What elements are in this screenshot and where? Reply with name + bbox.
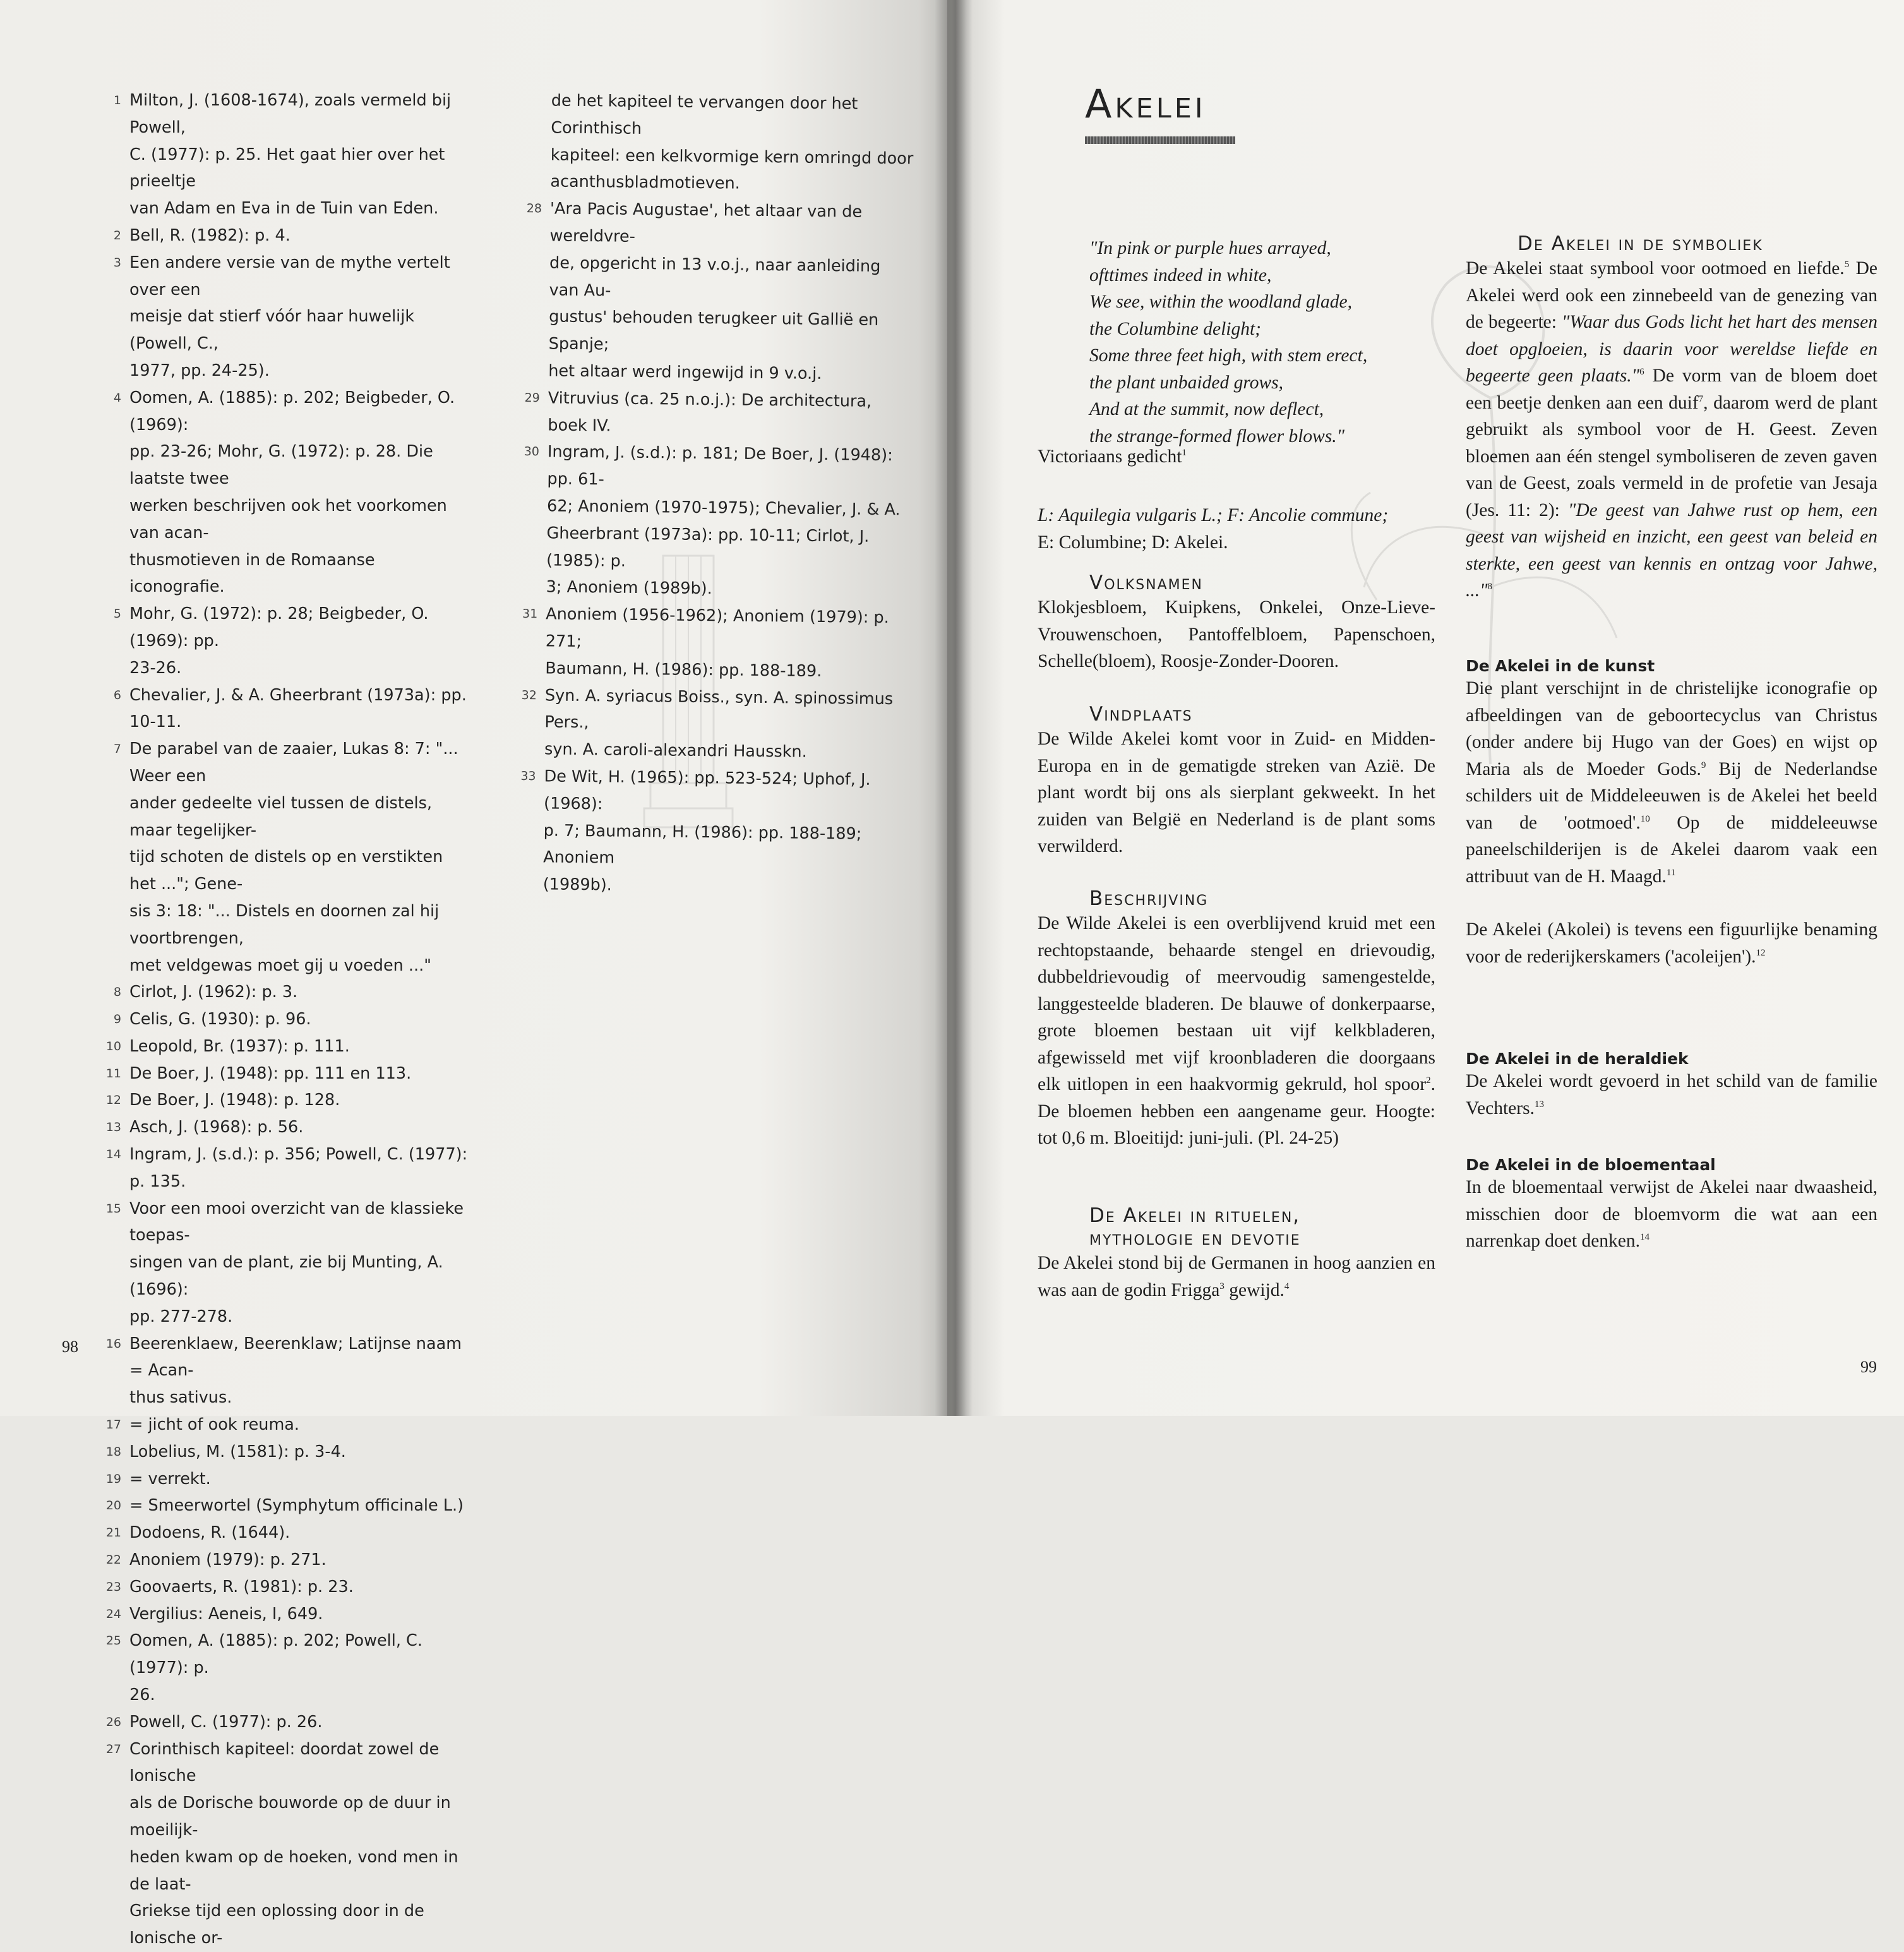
footnote-line: Beerenklaew, Beerenklaw; Latijnse naam = Acan- xyxy=(129,1331,474,1385)
symboliek-quote-a: "Waar dus Gods licht het hart des mensen doet opgloeien, is daarin voor wereldse liefde en begeerte geen plaats." xyxy=(1466,312,1877,386)
footnote-ref: 9 xyxy=(1701,760,1706,770)
footnote-item xyxy=(515,763,907,902)
footnote-number: 12 xyxy=(93,1087,121,1114)
footnote-line: als de Dorische bouworde op de duur in moeilijk- xyxy=(129,1790,474,1844)
poem-source-text: Victoriaans gedicht xyxy=(1038,446,1182,467)
footnote-line: de het kapiteel te vervangen door het Corinthisch xyxy=(551,87,914,145)
section-heading-rituelen-1: De Akelei in rituelen, xyxy=(1089,1204,1435,1227)
subheading-heraldiek: De Akelei in de heraldiek xyxy=(1466,1050,1877,1068)
footnote-item xyxy=(101,1547,474,1574)
symboliek-text xyxy=(1466,255,1877,604)
poem-line: Some three feet high, with stem erect, xyxy=(1089,342,1367,369)
section-volksnamen xyxy=(1038,572,1435,675)
footnote-item xyxy=(101,1195,474,1331)
footnote-number: 32 xyxy=(509,681,537,709)
rituelen-text-b: gewijd. xyxy=(1224,1280,1284,1300)
footnote-item xyxy=(101,1601,474,1628)
footnote-line: = verrekt. xyxy=(129,1466,474,1493)
footnote-item xyxy=(520,195,913,388)
footnote-item xyxy=(101,1331,474,1411)
footnote-number: 23 xyxy=(93,1574,121,1601)
footnote-ref: 6 xyxy=(1639,367,1644,377)
footnotes-column-1 xyxy=(101,87,474,1952)
poem-line: ofttimes indeed in white, xyxy=(1089,262,1367,289)
footnote-item xyxy=(101,736,474,979)
footnote-number: 4 xyxy=(93,385,121,412)
symboliek-text-b: De Akelei werd ook een zinnebeeld van de genezing van de begeerte: xyxy=(1466,258,1877,332)
page-title: Akelei xyxy=(1085,81,1206,127)
volksnamen-text: Klokjesbloem, Kuipkens, Onkelei, Onze-Lieve-Vrouwenschoen, Pantoffelbloem, Papenschoen, Schelle(bloem), Roosje-Zonder-Dooren. xyxy=(1038,594,1435,675)
footnote-line: met veldgewas moet gij u voeden ..." xyxy=(129,952,474,979)
footnote-line: van Adam en Eva in de Tuin van Eden. xyxy=(129,195,474,222)
footnote-number: 28 xyxy=(514,195,542,222)
footnote-line: pp. 23-26; Mohr, G. (1972): p. 28. Die laatste twee xyxy=(129,438,474,493)
footnote-number: 2 xyxy=(93,222,121,249)
footnote-line: werken beschrijven ook het voorkomen van acan- xyxy=(129,493,474,547)
footnote-item xyxy=(101,1709,474,1736)
page-number-right: 99 xyxy=(1860,1358,1877,1377)
footnote-line: Asch, J. (1968): p. 56. xyxy=(129,1114,474,1141)
poem-line: We see, within the woodland glade, xyxy=(1089,289,1367,316)
footnote-item xyxy=(516,681,908,767)
akolei-text-a: De Akelei (Akolei) is tevens een figuurlijke benaming voor de rederijkerskamers ('acoleijen'). xyxy=(1466,919,1877,967)
footnote-line: De Boer, J. (1948): p. 128. xyxy=(129,1087,474,1114)
footnote-number: 13 xyxy=(93,1114,121,1141)
footnote-item xyxy=(101,1519,474,1547)
footnote-line: Bell, R. (1982): p. 4. xyxy=(129,222,474,249)
footnote-line: Celis, G. (1930): p. 96. xyxy=(129,1006,474,1033)
footnote-number: 30 xyxy=(512,438,539,465)
footnote-ref: 2 xyxy=(1426,1075,1431,1086)
scientific-names-line-2: E: Columbine; D: Akelei. xyxy=(1038,529,1435,556)
footnote-line: het altaar werd ingewijd in 9 v.o.j. xyxy=(548,357,911,388)
footnote-number: 27 xyxy=(93,1736,121,1763)
poem-line: the strange-formed flower blows." xyxy=(1089,423,1367,450)
footnote-item xyxy=(101,1114,474,1141)
footnote-line: 62; Anoniem (1970-1975); Chevalier, J. & A. xyxy=(547,493,910,524)
symboliek-text-c: De vorm van de bloem doet een beetje denken aan een duif xyxy=(1466,366,1877,413)
footnote-line: syn. A. caroli-alexandri Hausskn. xyxy=(544,736,907,767)
footnote-line: Een andere versie van de mythe vertelt over een xyxy=(129,249,474,304)
footnote-number: 33 xyxy=(508,763,536,790)
footnote-ref: 5 xyxy=(1845,260,1850,270)
footnote-number: 5 xyxy=(93,601,121,628)
section-beschrijving xyxy=(1038,887,1435,1152)
footnote-item xyxy=(101,1492,474,1519)
footnote-number: 20 xyxy=(93,1492,121,1519)
footnote-line: pp. 277-278. xyxy=(129,1303,474,1331)
footnote-line: meisje dat stierf vóór haar huwelijk (Powell, C., xyxy=(129,303,474,357)
footnote-item xyxy=(522,87,914,200)
footnote-line: thusmotieven in de Romaanse iconografie. xyxy=(129,547,474,601)
poem-line: And at the summit, now deflect, xyxy=(1089,396,1367,423)
scientific-names-line-1 xyxy=(1038,502,1435,529)
footnote-item xyxy=(101,979,474,1006)
footnote-line: Chevalier, J. & A. Gheerbrant (1973a): pp. 10-11. xyxy=(129,682,474,736)
footnote-line: sis 3: 18: "... Distels en doornen zal hij voortbrengen, xyxy=(129,898,474,952)
footnote-number: 29 xyxy=(512,385,540,412)
footnote-ref: 7 xyxy=(1699,394,1704,404)
akolei-text xyxy=(1466,916,1877,970)
footnote-line: De Boer, J. (1948): pp. 111 en 113. xyxy=(129,1060,474,1087)
footnote-line: Griekse tijd een oplossing door in de Ionische or- xyxy=(129,1898,474,1952)
kunst-text-a: Die plant verschijnt in de christelijke iconografie op afbeeldingen van de geboortecyclus van Christus (onder andere bij Hugo van der Goes) en wijst op Maria als de Moeder Gods. xyxy=(1466,678,1877,779)
poem-line: the Columbine delight; xyxy=(1089,316,1367,343)
footnote-line: 23-26. xyxy=(129,655,474,682)
bloementaal-text xyxy=(1466,1174,1877,1255)
footnote-item xyxy=(519,385,911,443)
rituelen-text xyxy=(1038,1250,1435,1303)
footnote-line: heden kwam op de hoeken, vond men in de laat- xyxy=(129,1844,474,1898)
section-heading-volksnamen: Volksnamen xyxy=(1089,572,1435,594)
rituelen-text-a: De Akelei stond bij de Germanen in hoog aanzien en was aan de godin Frigga xyxy=(1038,1253,1435,1300)
footnote-line: 3; Anoniem (1989b). xyxy=(546,574,909,605)
page-number-left: 98 xyxy=(62,1338,78,1356)
epigraph-poem xyxy=(1089,235,1367,450)
footnote-number: 17 xyxy=(93,1411,121,1439)
footnote-line: Oomen, A. (1885): p. 202; Beigbeder, O. (1969): xyxy=(129,385,474,439)
footnote-ref: 10 xyxy=(1641,814,1650,824)
kunst-text xyxy=(1466,675,1877,890)
bloementaal-text-a: In de bloementaal verwijst de Akelei naar dwaasheid, misschien door de bloemvorm die wat aan een narrenkap doet denken. xyxy=(1466,1177,1877,1251)
footnote-number: 6 xyxy=(93,682,121,709)
footnote-item xyxy=(101,1141,474,1195)
names-block xyxy=(1038,502,1435,556)
beschrijving-text-b: . De bloemen hebben een aangename geur. Hoogte: tot 0,6 m. Bloeitijd: juni-juli. (Pl. 24-25) xyxy=(1038,1074,1435,1148)
section-kunst xyxy=(1466,657,1877,970)
footnote-item xyxy=(101,1439,474,1466)
footnote-item xyxy=(101,1411,474,1439)
poem-line: "In pink or purple hues arrayed, xyxy=(1089,235,1367,262)
footnote-item xyxy=(101,601,474,681)
footnotes-column-2 xyxy=(515,87,914,902)
left-page xyxy=(0,0,947,1416)
footnote-number: 25 xyxy=(93,1627,121,1655)
footnote-ref: 4 xyxy=(1284,1281,1290,1291)
footnote-item xyxy=(101,1627,474,1708)
title-underline-bar xyxy=(1085,136,1235,144)
footnote-number: 14 xyxy=(93,1141,121,1168)
footnote-line: Anoniem (1956-1962); Anoniem (1979): p. 271; xyxy=(546,601,909,659)
footnote-ref: 8 xyxy=(1488,582,1493,592)
footnote-number: 1 xyxy=(93,87,121,114)
footnote-line: Syn. A. syriacus Boiss., syn. A. spinossimus Pers., xyxy=(544,682,908,740)
footnote-item xyxy=(101,1033,474,1060)
subheading-kunst: De Akelei in de kunst xyxy=(1466,657,1877,675)
footnote-line: = jicht of ook reuma. xyxy=(129,1411,474,1439)
footnote-item xyxy=(517,601,909,686)
footnote-line: Vergilius: Aeneis, I, 649. xyxy=(129,1601,474,1628)
heraldiek-text xyxy=(1466,1068,1877,1122)
footnote-number: 24 xyxy=(93,1601,121,1628)
footnote-line: acanthusbladmotieven. xyxy=(550,169,913,200)
footnote-number: 9 xyxy=(93,1006,121,1033)
section-heraldiek xyxy=(1466,1050,1877,1122)
footnote-number: 7 xyxy=(93,736,121,763)
footnote-ref: 13 xyxy=(1535,1099,1544,1110)
footnote-number: 31 xyxy=(510,601,537,628)
beschrijving-text xyxy=(1038,910,1435,1152)
footnote-item xyxy=(101,1087,474,1114)
footnote-line: Powell, C. (1977): p. 26. xyxy=(129,1709,474,1736)
footnote-line: = Smeerwortel (Symphytum officinale L.) xyxy=(129,1492,474,1519)
footnote-number: 3 xyxy=(93,249,121,277)
footnote-line: Vitruvius (ca. 25 n.o.j.): De architectura, boek IV. xyxy=(548,385,911,443)
footnote-line: Ingram, J. (s.d.): p. 181; De Boer, J. (1948): pp. 61- xyxy=(547,439,911,497)
footnote-line: kapiteel: een kelkvormige kern omringd door xyxy=(551,141,914,172)
section-rituelen xyxy=(1038,1204,1435,1303)
footnote-line: Cirlot, J. (1962): p. 3. xyxy=(129,979,474,1006)
footnote-item xyxy=(101,682,474,736)
section-vindplaats xyxy=(1038,703,1435,860)
footnote-number: 18 xyxy=(93,1439,121,1466)
footnote-item xyxy=(101,222,474,249)
footnote-line: singen van de plant, zie bij Munting, A. (1696): xyxy=(129,1249,474,1303)
footnote-line: Oomen, A. (1885): p. 202; Powell, C. (1977): p. xyxy=(129,1627,474,1682)
footnote-line: Lobelius, M. (1581): p. 3-4. xyxy=(129,1439,474,1466)
symboliek-text-a: De Akelei staat symbool voor ootmoed en liefde. xyxy=(1466,258,1845,278)
heraldiek-text-a: De Akelei wordt gevoerd in het schild van de familie Vechters. xyxy=(1466,1071,1877,1118)
footnote-number: 26 xyxy=(93,1709,121,1736)
section-heading-rituelen-2: mythologie en devotie xyxy=(1089,1227,1435,1250)
section-heading-symboliek: De Akelei in de symboliek xyxy=(1518,232,1877,255)
footnote-number: 10 xyxy=(93,1033,121,1060)
footnote-line: Corinthisch kapiteel: doordat zowel de Ionische xyxy=(129,1736,474,1790)
footnote-ref: 12 xyxy=(1756,948,1765,958)
footnote-number: 21 xyxy=(93,1519,121,1547)
footnote-line: Milton, J. (1608-1674), zoals vermeld bij Powell, xyxy=(129,87,474,141)
footnote-line: Ingram, J. (s.d.): p. 356; Powell, C. (1977): p. 135. xyxy=(129,1141,474,1195)
poem-line: the plant unbaided grows, xyxy=(1089,369,1367,397)
footnote-line: Mohr, G. (1972): p. 28; Beigbeder, O. (1969): pp. xyxy=(129,601,474,655)
footnote-number: 22 xyxy=(93,1547,121,1574)
footnote-item xyxy=(101,385,474,601)
footnote-line: Dodoens, R. (1644). xyxy=(129,1519,474,1547)
footnote-line: De Wit, H. (1965): pp. 523-524; Uphof, J. (1968): xyxy=(544,763,907,821)
footnote-line: gustus' behouden terugkeer uit Gallië en Spanje; xyxy=(549,304,913,362)
footnote-line: 'Ara Pacis Augustae', het altaar van de wereldvre- xyxy=(549,196,913,254)
footnote-item xyxy=(101,249,474,385)
footnote-line: C. (1977): p. 25. Het gaat hier over het prieeltje xyxy=(129,141,474,196)
footnote-item xyxy=(101,87,474,222)
footnote-line: Anoniem (1979): p. 271. xyxy=(129,1547,474,1574)
right-page xyxy=(947,0,1904,1416)
footnote-line: Voor een mooi overzicht van de klassieke toepas- xyxy=(129,1195,474,1250)
footnote-line: ander gedeelte viel tussen de distels, maar tegelijker- xyxy=(129,790,474,844)
footnote-ref: 11 xyxy=(1667,868,1675,878)
kunst-text-c: Op de middeleeuwse paneelschilderijen is de Akelei daarom vaak een attribuut van de H. Maagd. xyxy=(1466,813,1877,887)
section-heading-vindplaats: Vindplaats xyxy=(1089,703,1435,726)
footnote-line: thus sativus. xyxy=(129,1384,474,1411)
latin-name: L: Aquilegia vulgaris L.; F: Ancolie commune; xyxy=(1038,505,1388,525)
section-bloementaal xyxy=(1466,1156,1877,1255)
footnote-line: De parabel van de zaaier, Lukas 8: 7: "... Weer een xyxy=(129,736,474,790)
footnote-item xyxy=(101,1006,474,1033)
subheading-bloementaal: De Akelei in de bloementaal xyxy=(1466,1156,1877,1174)
footnote-line: Leopold, Br. (1937): p. 111. xyxy=(129,1033,474,1060)
symboliek-quote-b: "De geest van Jahwe rust op hem, een geest van wijsheid en inzicht, een geest van beleid en sterkte, een geest van kennis en ontzag voor Jahwe, ..." xyxy=(1466,500,1877,601)
footnote-ref: 1 xyxy=(1182,448,1187,458)
footnote-line: p. 7; Baumann, H. (1986): pp. 188-189; Anoniem xyxy=(543,817,907,875)
footnote-item xyxy=(101,1466,474,1493)
footnote-number: 15 xyxy=(93,1195,121,1223)
footnote-line: Gheerbrant (1973a): pp. 10-11; Cirlot, J. (1985): p. xyxy=(546,520,910,578)
kunst-text-b: Bij de Nederlandse schilders uit de Middeleeuwen is de Akelei het beeld van de 'ootmoed'. xyxy=(1466,759,1877,833)
footnote-number: 11 xyxy=(93,1060,121,1087)
poem-source xyxy=(1038,446,1187,467)
footnote-line: (1989b). xyxy=(543,871,906,902)
symboliek-text-d: , daarom werd de plant gebruikt als symbool voor de H. Geest. Zeven bloemen aan één stengel symboliseren de zeven gaven van de Geest, zoals vermeld in de profetie van Jesaja (Jes. 11: 2): xyxy=(1466,393,1877,520)
footnote-item xyxy=(101,1574,474,1601)
footnote-item xyxy=(101,1060,474,1087)
footnote-number: 8 xyxy=(93,979,121,1006)
footnote-ref: 14 xyxy=(1640,1232,1650,1242)
beschrijving-text-a: De Wilde Akelei is een overblijvend kruid met een rechtopstaande, behaarde stengel en drievoudig, dubbeldrievoudig of meervoudig samengestelde, langgesteelde bladeren. De blauwe of donkerpaarse, grote bloemen bestaan uit vijf kelkbladeren, afgewisseld met vijf kroonbladeren die doorgaans elk uitlopen in een haakvormig gekruld, hol spoor xyxy=(1038,913,1435,1094)
section-heading-beschrijving: Beschrijving xyxy=(1089,887,1435,910)
footnote-line: Baumann, H. (1986): pp. 188-189. xyxy=(545,655,908,686)
section-symboliek xyxy=(1466,232,1877,604)
footnote-number: 16 xyxy=(93,1331,121,1358)
footnote-number: 19 xyxy=(93,1466,121,1493)
footnote-line: Goovaerts, R. (1981): p. 23. xyxy=(129,1574,474,1601)
vindplaats-text: De Wilde Akelei komt voor in Zuid- en Midden-Europa en in de gematigde streken van Azië. De plant wordt bij ons als sierplant gekweekt. In het zuiden van België en Nederland is de plant soms verwilderd. xyxy=(1038,726,1435,860)
book-gutter-shadow xyxy=(935,0,973,1416)
footnote-line: 26. xyxy=(129,1682,474,1709)
footnote-item xyxy=(517,438,911,604)
footnote-line: tijd schoten de distels op en verstikten het ..."; Gene- xyxy=(129,844,474,898)
footnote-item xyxy=(101,1736,474,1952)
footnote-line: de, opgericht in 13 v.o.j., naar aanleiding van Au- xyxy=(549,249,913,308)
footnote-ref: 3 xyxy=(1219,1281,1224,1291)
footnote-line: 1977, pp. 24-25). xyxy=(129,357,474,385)
